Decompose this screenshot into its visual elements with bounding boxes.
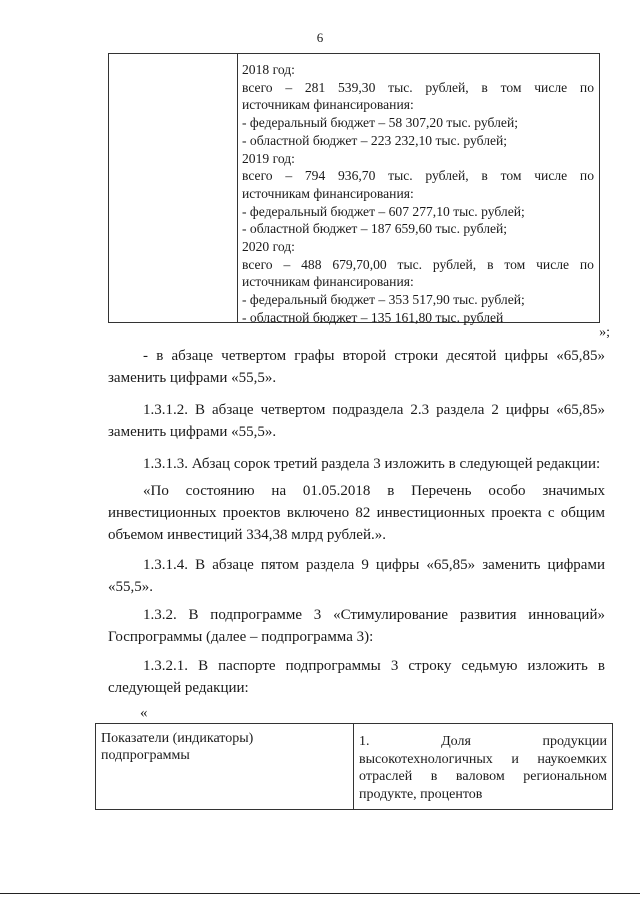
paragraph: 1.3.1.2. В абзаце четвертом подраздела 2.3 раздела 2 цифры «65,85» заменить цифрами «55,5».	[108, 402, 605, 440]
word: 539,30	[338, 79, 376, 95]
word: по	[579, 256, 594, 272]
indicators-value-line	[359, 751, 607, 769]
funding-line: - федеральный бюджет – 58 307,20 тыс. рублей;	[242, 115, 518, 131]
word: числе	[534, 79, 568, 95]
paragraph: - в абзаце четвертом графы второй строки десятой цифры «65,85» заменить цифрами «55,5».	[108, 348, 605, 386]
word: –	[285, 168, 293, 184]
indicators-value-line: продукте, процентов	[359, 786, 483, 802]
funding-line: источникам финансирования:	[242, 274, 414, 290]
indicators-table	[95, 723, 613, 810]
word: валовом	[455, 769, 505, 784]
word: том	[504, 256, 526, 272]
funding-line: 2020 год:	[242, 239, 295, 255]
indicators-label-line: Показатели (индикаторы)	[101, 731, 254, 746]
word: в	[481, 168, 488, 184]
closing-quote: »;	[599, 325, 610, 340]
quoted-paragraph: «По состоянию на 01.05.2018 в Перечень особо значимых инвестиционных проектов включено 82 инвестиционных проекта с общим объемом инвестиций 334,38 млрд рублей.».	[108, 483, 605, 543]
word: том	[500, 79, 522, 95]
table-column-divider	[237, 54, 238, 322]
funding-line	[242, 79, 594, 97]
opening-quote: «	[140, 705, 148, 721]
word: отраслей	[359, 769, 413, 784]
word: продукции	[542, 734, 607, 749]
funding-line: - областной бюджет – 135 161,80 тыс. рублей	[242, 309, 504, 325]
indicators-value-line	[359, 733, 607, 751]
word: по	[579, 79, 594, 95]
paragraph: 1.3.2. В подпрограмме 3 «Стимулирование развития инноваций» Госпрограммы (далее – подпрограмма 3):	[108, 607, 605, 645]
word: –	[285, 79, 293, 95]
word: всего	[242, 168, 273, 184]
word: числе	[534, 168, 568, 184]
word: в	[430, 769, 438, 784]
funding-line: - федеральный бюджет – 353 517,90 тыс. рублей;	[242, 292, 525, 308]
indicators-label-cell	[101, 730, 346, 764]
funding-table	[108, 53, 600, 323]
word: 488	[301, 256, 322, 272]
paragraph: 1.3.1.3. Абзац сорок третий раздела 3 изложить в следующей редакции:	[143, 456, 601, 472]
funding-line: - областной бюджет – 187 659,60 тыс. рублей;	[242, 221, 508, 237]
bottom-scan-edge	[0, 893, 640, 894]
word: том	[500, 168, 522, 184]
word: рублей,	[425, 79, 469, 95]
table-column-divider	[353, 724, 354, 809]
word: по	[579, 168, 594, 184]
word: 281	[304, 79, 326, 95]
word: числе	[536, 256, 570, 272]
funding-line	[242, 167, 594, 185]
word: наукоемких	[537, 751, 607, 767]
word: тыс.	[388, 168, 413, 184]
funding-line: 2018 год:	[242, 62, 295, 77]
paragraph: 1.3.2.1. В паспорте подпрограммы 3 строку седьмую изложить в следующей редакции:	[108, 658, 605, 696]
word: всего	[242, 79, 273, 95]
word: 936,70	[338, 168, 376, 184]
word: 794	[304, 168, 326, 184]
funding-line: 2019 год:	[242, 150, 295, 166]
word: 1.	[359, 734, 370, 749]
word: региональном	[523, 769, 607, 784]
paragraph: 1.3.1.4. В абзаце пятом раздела 9 цифры «65,85» заменить цифрами «55,5».	[108, 557, 605, 595]
word: 679,70,00	[332, 256, 387, 272]
word: всего	[242, 256, 273, 272]
word: в	[487, 256, 494, 272]
funding-line: источникам финансирования:	[242, 97, 414, 113]
word: рублей,	[425, 168, 469, 184]
funding-line: источникам финансирования:	[242, 185, 414, 201]
word: тыс.	[397, 256, 423, 272]
indicators-value-cell	[359, 733, 607, 803]
indicators-value-line	[359, 768, 607, 786]
funding-cell	[242, 61, 594, 327]
funding-line: - федеральный бюджет – 607 277,10 тыс. рублей;	[242, 203, 525, 219]
word: высокотехнологичных	[359, 751, 493, 767]
word: рублей,	[432, 256, 477, 272]
word: и	[511, 751, 519, 767]
word: в	[481, 79, 488, 95]
word: Доля	[441, 734, 471, 749]
word: тыс.	[388, 79, 413, 95]
funding-line	[242, 256, 594, 274]
page-number: 6	[316, 30, 324, 45]
indicators-label-line: подпрограммы	[101, 748, 190, 763]
funding-line: - областной бюджет – 223 232,10 тыс. рублей;	[242, 132, 508, 148]
word: –	[283, 256, 291, 272]
